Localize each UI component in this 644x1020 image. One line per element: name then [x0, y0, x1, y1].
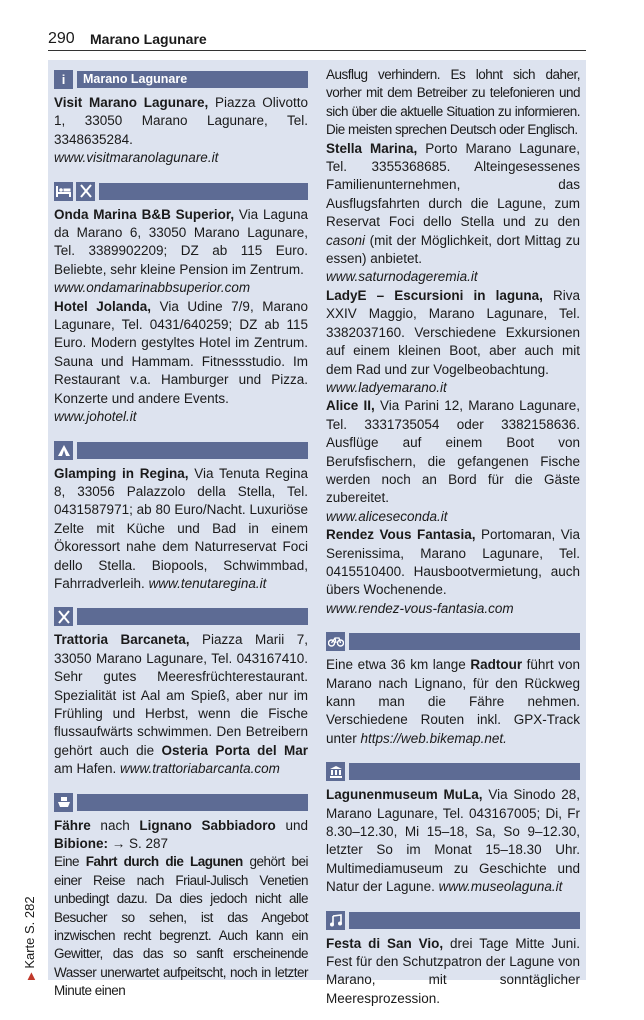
restaurant-icon — [76, 182, 95, 201]
boat-icon — [54, 793, 73, 812]
page-header — [48, 28, 586, 51]
link-glamping[interactable]: www.tenutaregina.it — [148, 575, 267, 591]
entry-festa: Festa di San Vio, drei Tage Mitte Juni. Fest für den Schutzpatron der Lagune von Marano, mit sonntäglicher Meeresprozession. — [326, 935, 580, 1006]
info-box — [48, 60, 586, 1006]
link-trattoria[interactable]: www.trattoriabarcanta.com — [120, 761, 280, 777]
section-bar-museum — [326, 762, 580, 781]
tent-icon — [54, 441, 73, 460]
entry-glamping: Glamping in Regina, Via Tenuta Regina 8, 33056 Palazzolo della Stella, Tel. 0431587971; ab 80 Euro/Nacht. Luxuriöse Zelte mit Küche und Bad in einem Ökoressort nahe dem Naturreservat Foci dello Stella. Biopools, Schwimmbad, Fahrradverleih. www.tenutaregina.it — [54, 465, 308, 591]
entry-faehre: Fähre nach Lignano Sabbiadoro und Bibione: → S. 287 — [54, 817, 309, 851]
section-bar-events — [326, 911, 580, 930]
section-bar-info — [54, 70, 308, 89]
section-bar-lodging-food — [54, 182, 308, 201]
entry-alice: Alice II, Via Parini 12, Marano Lagunare, Tel. 3331735054 oder 3382158636. Ausflüge auf einem Boot von Berufsfischern, die gefangenen Fische werden noch an Bord für die Gäste zubereitet. www.aliceseconda.it — [326, 398, 580, 524]
section-bar-bike — [326, 632, 580, 651]
bike-icon — [326, 632, 345, 651]
link-museum[interactable]: www.museolaguna.it — [438, 879, 563, 895]
link-ladye[interactable]: www.ladyemarano.it — [326, 379, 447, 395]
entry-trattoria: Trattoria Barcaneta, Piazza Marii 7, 33050 Marano Lagunare, Tel. 043167410. Sehr gutes Meeresfrüchterestaurant. Spezialität ist Aal am Spieß, aber nur im Frühling und Herbst, wenn die Fische flussaufwärts schwimmen. Den Betreibern gehört auch die Osteria Porta del Mar am Hafen. www.trattoriabarcanta.com — [54, 632, 308, 777]
link-alice[interactable]: www.aliceseconda.it — [326, 508, 448, 524]
entry-lagunen-fahrt: Eine Fahrt durch die Lagunen gehört bei einer Reise nach Friaul-Julisch Venetien unbedingt dazu. Da dies jedoch nicht alle Besucher so sehen, ist das Angebot inzwischen recht begrenzt. Auch kann ein Gewitter, das das so sanft erscheinende Wasser unerwartet aufpeitscht, noch in letzter Minute einen — [54, 854, 308, 999]
entry-ladye: LadyE – Escursioni in laguna, Riva XXIV Maggio, Marano Lagunare, Tel. 3382037160. Verschiedene Exkursionen auf einem kleinen Boot, aber auch mit dem Rad und zur Vogelbeobachtung. www.ladyemarano.it — [326, 287, 580, 395]
entry-visit: Visit Marano Lagunare, Piazza Olivotto 1, 33050 Marano Lagunare, Tel. 3348635284. www.visitmaranolagunare.it — [54, 95, 308, 166]
entry-continued: Ausflug verhindern. Es lohnt sich daher, vorher mit dem Betreiber zu telefonieren und sich über die aktuelle Situation zu informieren. Die meisten sprechen Deutsch oder Englisch. — [326, 67, 580, 138]
section-bar-boat — [54, 793, 308, 812]
right-column — [326, 66, 580, 1008]
restaurant-icon — [54, 607, 73, 626]
left-column — [54, 66, 308, 1001]
page-number: 290 — [48, 30, 75, 47]
chapter-title: Marano Lagunare — [90, 31, 207, 47]
arrow-icon: ▶ — [26, 972, 37, 980]
info-icon: i — [54, 70, 73, 89]
entry-stella-marina: Stella Marina, Porto Marano Lagunare, Tel. 3355368685. Alteingesessenes Familienunternehmen, das Ausflugsfahrten durch die Lagune, zum Reservat Foci dello Stella und zu den casoni (mit der Möglichkeit, dort Mittag zu essen) anbietet. www.saturnodageremia.it — [326, 140, 580, 285]
music-icon — [326, 911, 345, 930]
link-onda-marina[interactable]: www.ondamarinabbsuperior.com — [54, 280, 251, 296]
section-bar-restaurant — [54, 607, 308, 626]
museum-icon — [326, 762, 345, 781]
section-title: Marano Lagunare — [77, 71, 308, 88]
link-rendez-vous[interactable]: www.rendez-vous-fantasia.com — [326, 600, 514, 616]
entry-hotel-jolanda: Hotel Jolanda, Via Udine 7/9, Marano Lagunare, Tel. 0431/640259; DZ ab 115 Euro. Modern gestyltes Hotel im Zentrum. Sauna und Hammam. Fitnessstudio. Im Restaurant v.a. Hamburger und Pizza. Konzerte und andere Events. www.johotel.it — [54, 298, 308, 425]
bed-icon — [54, 182, 73, 201]
link-stella-marina[interactable]: www.saturnodageremia.it — [326, 269, 478, 285]
link-bikemap[interactable]: https://web.bikemap.net. — [360, 730, 507, 746]
section-bar-camping — [54, 441, 308, 460]
entry-museum: Lagunenmuseum MuLa, Via Sinodo 28, Marano Lagunare, Tel. 043167005; Di, Fr 8.30–12.30, Mi 15–18, Sa, So 9–12.30, letzter So im Monat 15–18.30 Uhr. Multimediamuseum zu Geschichte und Natur der Lagune. www.museolaguna.it — [326, 787, 581, 895]
entry-radtour: Eine etwa 36 km lange Radtour führt von Marano nach Lignano, für den Rückweg kann man die Fähre nehmen. Verschiedene Routen inkl. GPX-Track unter https://web.bikemap.net. — [326, 657, 580, 746]
link-visit[interactable]: www.visitmaranolagunare.it — [54, 150, 219, 166]
map-reference-label: Karte S. 282 — [22, 896, 37, 969]
link-hotel-jolanda[interactable]: www.johotel.it — [54, 409, 137, 425]
entry-onda-marina: Onda Marina B&B Superior, Via Laguna da Marano 6, 33050 Marano Lagunare, Tel. 3389902209; DZ ab 115 Euro. Beliebte, sehr kleine Pension im Zentrum. www.ondamarinabbsuperior.com — [54, 206, 308, 296]
entry-rendez-vous: Rendez Vous Fantasia, Portomaran, Via Serenissima, Marano Lagunare, Tel. 0415510400. Hausbootvermietung, auch übers Wochenende. www.rendez-vous-fantasia.com — [326, 527, 580, 616]
map-reference[interactable] — [22, 896, 37, 980]
